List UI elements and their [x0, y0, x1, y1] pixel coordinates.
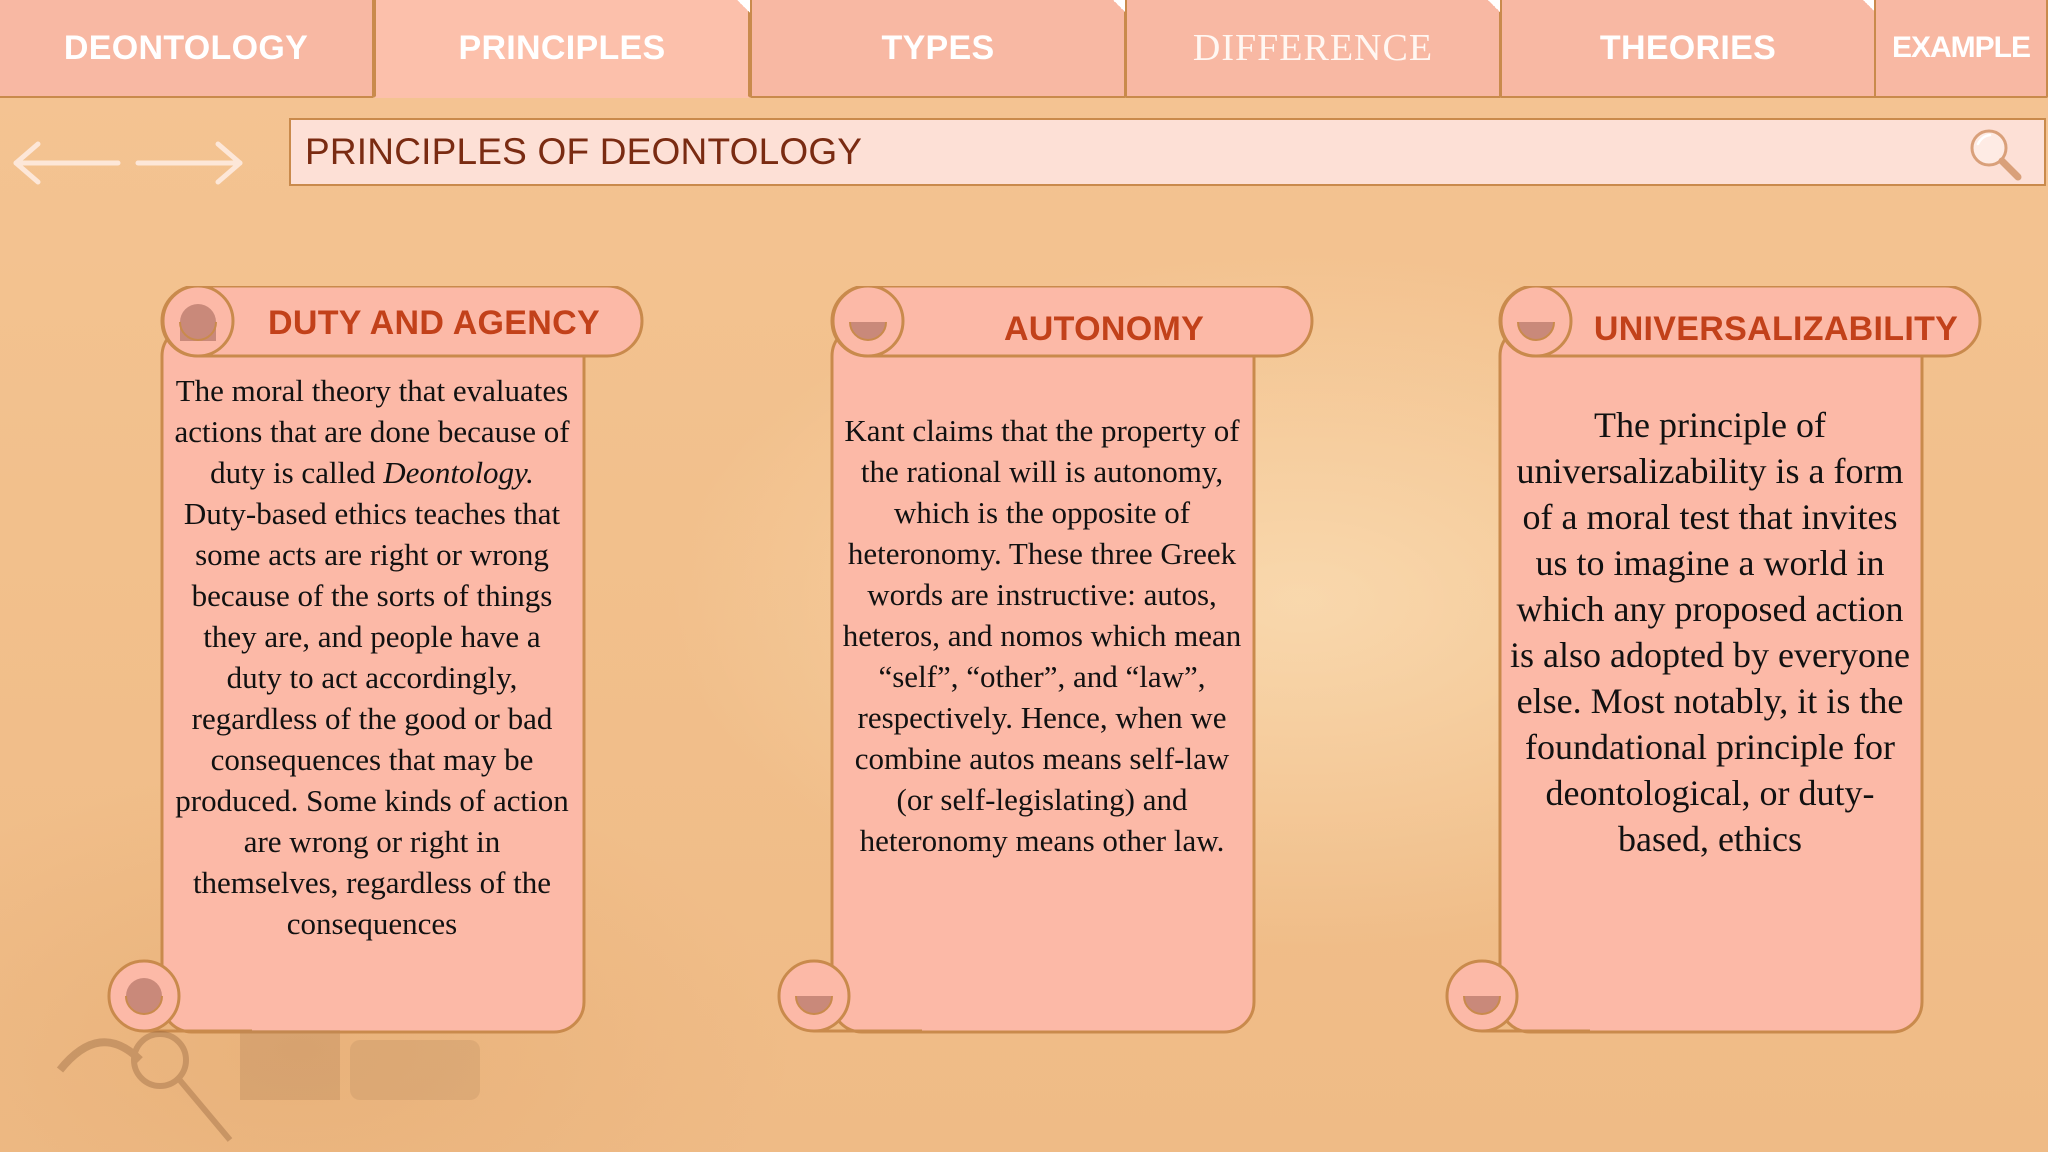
card-body: Kant claims that the property of the rational will is autonomy, which is the opposite of heteronomy. These three Greek words are instructive: autos, heteros, and nomos which mean “self”, “other”, and “law”, respectively. Hence, when we combine autos means self-law (or self-legislating) and heteronomy means other law.	[842, 413, 1242, 858]
tab-theories[interactable]	[1500, 0, 1876, 98]
card-title: AUTONOMY	[1003, 310, 1205, 348]
tab-deontology[interactable]: DEONTOLOGY	[0, 0, 374, 98]
tab-example[interactable]: EXAMPLE	[1874, 0, 2048, 98]
forward-button[interactable]	[134, 138, 246, 188]
background-sketch	[40, 1000, 560, 1150]
tab-types[interactable]	[750, 0, 1126, 98]
magnifier-icon[interactable]	[1966, 126, 2024, 184]
search-input[interactable]: PRINCIPLES OF DEONTOLOGY	[305, 131, 863, 172]
scroll-card-duty	[92, 286, 682, 1034]
tab-corner	[1112, 0, 1126, 13]
arrow-right-icon	[134, 138, 246, 188]
search-bar[interactable]	[289, 118, 2046, 186]
scroll-card-universalizability	[1430, 286, 2020, 1034]
tab-theories-label: THEORIES	[1599, 28, 1777, 67]
tab-corner	[736, 0, 750, 13]
tab-corner	[1487, 0, 1501, 13]
card-title: UNIVERSALIZABILITY	[1593, 310, 1959, 348]
arrow-left-icon	[10, 138, 122, 188]
back-button[interactable]	[10, 138, 122, 188]
card-body-text: Duty-based ethics teaches that some acts are right or wrong because of the sorts of things they are, and people have a duty to act accordingly, regardless of the good or bad consequences that may be produced. Some kinds of action are wrong or right in themselves, regardless of the consequences	[175, 496, 569, 941]
tab-principles-label: PRINCIPLES	[458, 28, 666, 67]
nav-tabs	[0, 0, 2048, 100]
card-body-text: The moral theory that evaluates actions that are done because of duty is called	[174, 373, 570, 490]
card-body	[172, 370, 572, 944]
card-title: DUTY AND AGENCY	[268, 304, 600, 342]
tab-types-label: TYPES	[881, 28, 995, 67]
scroll-card-autonomy	[762, 286, 1352, 1034]
card-body-emphasis: Deontology.	[383, 455, 534, 490]
tab-principles[interactable]	[374, 0, 750, 98]
tab-difference-label: DIFFERENCE	[1192, 27, 1434, 69]
card-body: The principle of universalizability is a form of a moral test that invites us to imagine a world in which any proposed action is also adopted by everyone else. Most notably, it is the foundational principle for deontological, or duty-based, ethics	[1510, 405, 1910, 859]
tab-difference[interactable]	[1125, 0, 1501, 98]
